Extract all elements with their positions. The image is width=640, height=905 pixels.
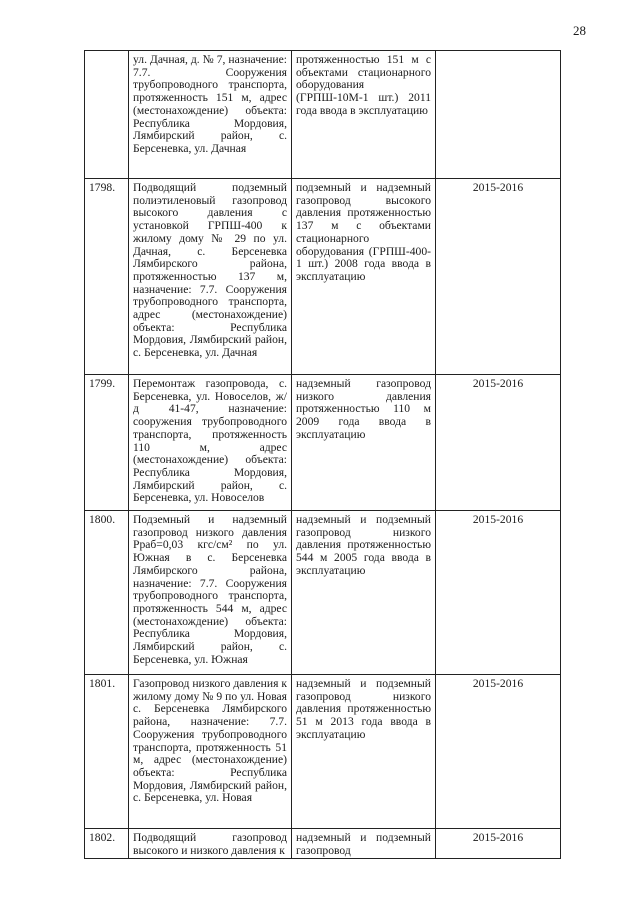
transfer-period: 2015-2016 <box>436 375 561 511</box>
row-number: 1798. <box>85 179 129 375</box>
object-description: ул. Дачная, д. № 7, назначение: 7.7. Сооружения трубопроводного транспорта, протяженность 151 м, адрес (местонахождение) объекта: Республика Мордовия, Лямбирский район, с. Берсеневка, ул. Дачная <box>129 51 292 179</box>
object-characteristics: надземный и подземный газопровод низкого давления протяженностью 544 м 2005 года ввода в эксплуатацию <box>292 511 436 675</box>
transfer-period: 2015-2016 <box>436 829 561 859</box>
object-characteristics: подземный и надземный газопровод высокого давления протяженностью 137 м с объектами стационарного оборудования (ГРПШ-400-1 шт.) 2008 года ввода в эксплуатацию <box>292 179 436 375</box>
table-row <box>85 375 561 511</box>
object-description: Перемонтаж газопровода, с. Берсеневка, ул. Новоселов, ж/д 41-47, назначение: сооружения трубопроводного транспорта, протяженность 110 м, адрес (местонахождение) объекта: Республика Мордовия, Лямбирский район, с. Берсеневка, ул. Новоселов <box>129 375 292 511</box>
row-number: 1802. <box>85 829 129 859</box>
table-row <box>85 511 561 675</box>
registry-table <box>84 50 561 859</box>
page-number: 28 <box>573 23 586 38</box>
row-number: 1800. <box>85 511 129 675</box>
transfer-period: 2015-2016 <box>436 511 561 675</box>
row-number <box>85 51 129 179</box>
object-description: Подводящий подземный полиэтиленовый газопровод высокого давления с установкой ГРПШ-400 к жилому дому № 29 по ул. Дачная, с. Берсеневка Лямбирского района, протяженностью 137 м, назначение: 7.7. Сооружения трубопроводного транспорта, адрес (местонахождение) объекта: Республика Мордовия, Лямбирский район, с. Берсеневка, ул. Дачная <box>129 179 292 375</box>
row-number: 1801. <box>85 675 129 829</box>
object-characteristics: надземный газопровод низкого давления протяженностью 110 м 2009 года ввода в эксплуатацию <box>292 375 436 511</box>
row-number: 1799. <box>85 375 129 511</box>
table-row <box>85 675 561 829</box>
table-row <box>85 829 561 859</box>
object-description: Подводящий газопровод высокого и низкого давления к <box>129 829 292 859</box>
transfer-period <box>436 51 561 179</box>
transfer-period: 2015-2016 <box>436 675 561 829</box>
object-description: Газопровод низкого давления к жилому дому № 9 по ул. Новая с. Берсеневка Лямбирского района, назначение: 7.7. Сооружения трубопроводного транспорта, протяженность 51 м, адрес (местонахождение) объекта: Республика Мордовия, Лямбирский район, с. Берсеневка, ул. Новая <box>129 675 292 829</box>
transfer-period: 2015-2016 <box>436 179 561 375</box>
object-characteristics: надземный и подземный газопровод <box>292 829 436 859</box>
object-characteristics: протяженностью 151 м с объектами стационарного оборудования (ГРПШ-10М-1 шт.) 2011 года ввода в эксплуатацию <box>292 51 436 179</box>
table-row <box>85 179 561 375</box>
table-row <box>85 51 561 179</box>
object-description: Подземный и надземный газопровод низкого давления Рраб=0,03 кгс/см² по ул. Южная в с. Берсеневка Лямбирского района, назначение: 7.7. Сооружения трубопроводного транспорта, протяженность 544 м, адрес (местонахождение) объекта: Республика Мордовия, Лямбирский район, с. Берсеневка, ул. Южная <box>129 511 292 675</box>
object-characteristics: надземный и подземный газопровод низкого давления протяженностью 51 м 2013 года ввода в эксплуатацию <box>292 675 436 829</box>
